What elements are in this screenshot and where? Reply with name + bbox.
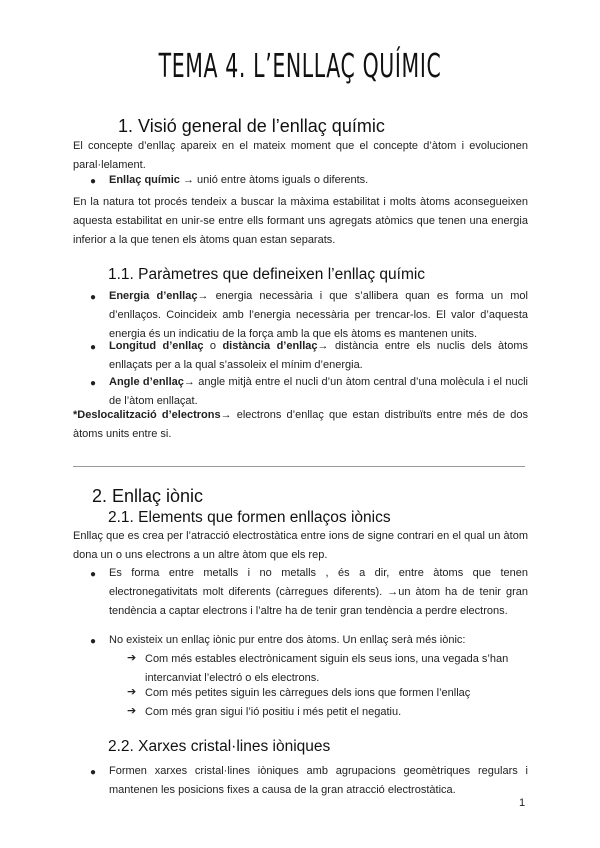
section-1-paragraph: En la natura tot procés tendeix a buscar la màxima estabilitat i molts àtoms aconsegueixen aquesta estabilitat en unir-se entre ells formant uns agregats atòmics que tenen una energia inferior a la que tenen els àtoms quan estan separats. xyxy=(73,196,528,246)
arrow-icon: ➔ xyxy=(127,705,137,717)
term: Angle d’enllaç xyxy=(109,376,184,388)
horizontal-divider xyxy=(73,466,525,467)
definition: → electrons d’enllaç que estan distribuïts entre més de dos àtoms units entre si. xyxy=(73,409,528,440)
sub-item-3: Com més gran sigui l’ió positiu i més petit el negatiu. xyxy=(145,706,402,718)
bullet-icon: ● xyxy=(90,342,97,353)
sub-item-1: Com més estables electrònicament siguin els seus ions, una vegada s’han intercanviat l’electró o els electrons. xyxy=(145,653,509,684)
page-title: TEMA 4. L’ENLLAÇ QUÍMIC xyxy=(158,46,442,85)
bullet-icon: ● xyxy=(90,569,97,580)
definition: → unió entre àtoms iguals o diferents. xyxy=(179,174,369,186)
bullet-metalls: Es forma entre metalls i no metalls , és a dir, entre àtoms que tenen electronegativitats molt diferents (càrregues diferents). →un àtom ha de tenir gran tendència a captar electrons i l’altre ha de tenir gran tendència a perdre electrons. xyxy=(109,567,528,617)
arrow-icon: ➔ xyxy=(127,686,137,698)
bullet-xarxes-cristallines: Formen xarxes cristal·lines iòniques amb agrupacions geomètriques regulars i mantenen les posicions fixes a causa de la gran atracció electrostàtica. xyxy=(109,765,528,796)
section-2-2-heading: 2.2. Xarxes cristal·lines iòniques xyxy=(108,738,331,755)
bullet-energia-enllac xyxy=(109,287,528,344)
section-1-intro: El concepte d’enllaç apareix en el mateix moment que el concepte d’àtom i evolucionen paral·lelament. xyxy=(73,140,528,171)
term: Longitud d’enllaç xyxy=(109,340,204,352)
bullet-icon: ● xyxy=(90,378,97,389)
section-1-heading: 1. Visió general de l’enllaç químic xyxy=(118,116,385,136)
arrow-icon: ➔ xyxy=(127,652,137,664)
note-deslocalitzacio xyxy=(73,406,528,444)
bullet-no-ionic-pur: No existeix un enllaç iònic pur entre dos àtoms. Un enllaç serà més iònic: xyxy=(109,634,466,646)
definition: → energia necessària i que s’allibera quan es forma un mol d’enllaços. Coincideix amb l’energia necessària per trencar-los. El valor d’aquesta energia és un indicatiu de la força amb la que els àtoms es mantenen units. xyxy=(109,290,528,340)
bullet-icon: ● xyxy=(90,176,97,187)
connector: o xyxy=(203,340,223,352)
page-number: 1 xyxy=(519,797,526,809)
bullet-icon: ● xyxy=(90,292,97,303)
definition: → distància entre els nuclis dels àtoms enllaçats per a la qual s’assoleix el mínim d’energia. xyxy=(109,340,528,371)
term: Energia d’enllaç xyxy=(109,290,198,302)
section-1-1-heading: 1.1. Paràmetres que defineixen l’enllaç químic xyxy=(108,266,426,283)
term: Enllaç químic xyxy=(109,174,180,186)
bullet-icon: ● xyxy=(90,767,97,778)
sub-item-2: Com més petites siguin les càrregues dels ions que formen l’enllaç xyxy=(145,687,471,699)
section-2-1-heading: 2.1. Elements que formen enllaços iònics xyxy=(108,509,391,526)
term: *Deslocalització d’electrons xyxy=(73,409,221,421)
section-2-heading: 2. Enllaç iònic xyxy=(92,486,204,506)
section-2-intro: Enllaç que es crea per l’atracció electrostàtica entre ions de signe contrari en el qual un àtom dona un o uns electrons a un altre àtom que els rep. xyxy=(73,530,528,561)
definition: → angle mitjà entre el nucli d’un àtom central d’una molècula i el nucli de l’àtom enllaçat. xyxy=(109,376,528,407)
term: distància d’enllaç xyxy=(222,340,318,352)
bullet-longitud-enllac xyxy=(109,337,528,375)
bullet-icon: ● xyxy=(90,636,97,647)
bullet-enllac-quimic xyxy=(109,171,528,190)
